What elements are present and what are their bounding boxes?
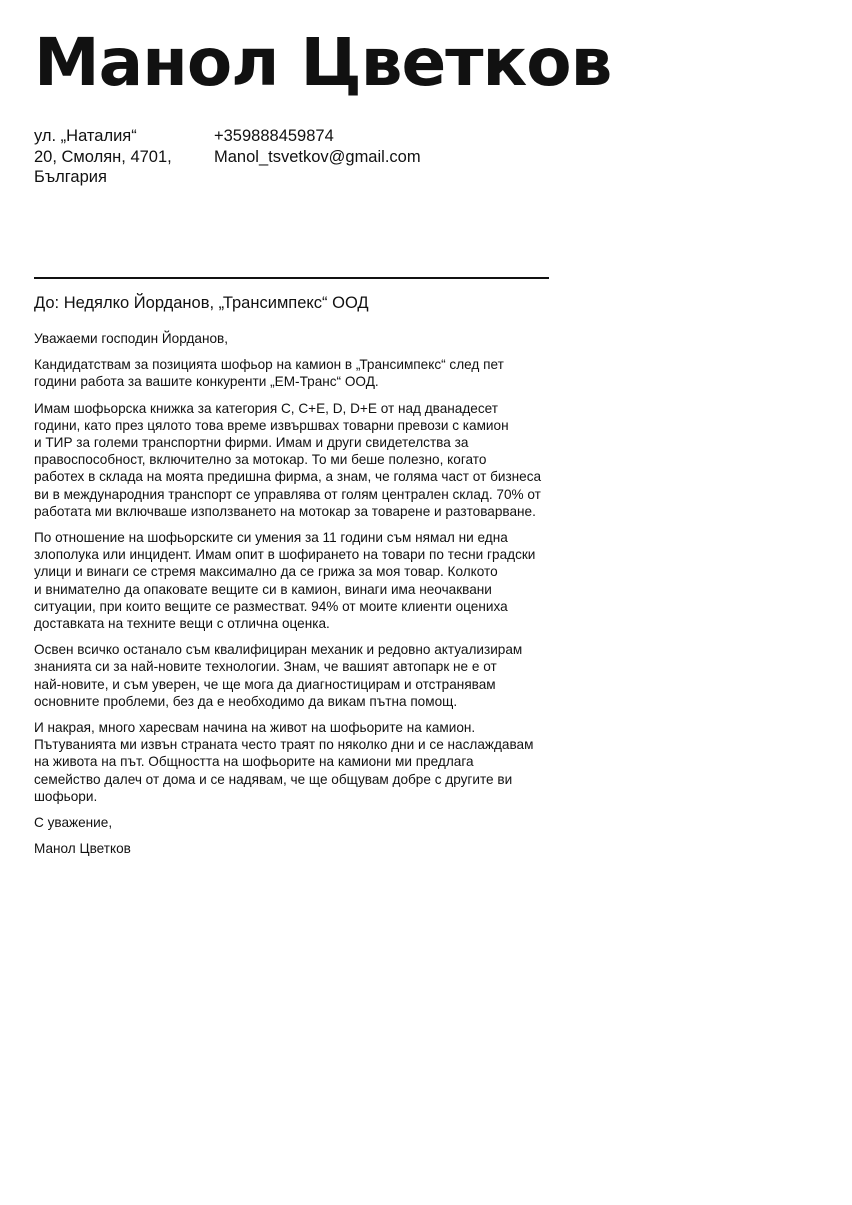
address-line-city: 20, Смолян, 4701, bbox=[34, 147, 172, 166]
signature: Манол Цветков bbox=[34, 841, 131, 857]
text-line: шофьори. bbox=[34, 788, 98, 804]
text-line: Пътуванията ми извън страната често траят по няколко дни и се наслаждавам bbox=[34, 737, 534, 753]
phone-number: +359888459874 bbox=[214, 127, 334, 145]
text-line: работех в склада на моята предишна фирма, а знам, че голяма част от бизнеса bbox=[34, 469, 542, 485]
text-line: години работа за вашите конкуренти „ЕМ-Транс“ ООД. bbox=[34, 374, 379, 390]
text-line: работата ми включваше използването на мотокар за товарене и разтоварване. bbox=[34, 503, 536, 519]
text-line: най-новите, и съм уверен, че ще мога да диагностицирам и отстранявам bbox=[34, 676, 496, 692]
recipient-line: До: Недялко Йорданов, „Трансимпекс“ ООД bbox=[34, 294, 369, 312]
email-address: Manol_tsvetkov@gmail.com bbox=[214, 147, 421, 166]
closing: С уважение, bbox=[34, 815, 113, 831]
text-line: улици и винаги се стремя максимално да се грижа за моя товар. Колкото bbox=[34, 564, 498, 580]
paragraph-driving-skills bbox=[34, 529, 554, 632]
text-line: Освен всичко останало съм квалифициран механик и редовно актуализирам bbox=[34, 642, 523, 658]
text-line: злополука или инцидент. Имам опит в шофирането на товари по тесни градски bbox=[34, 547, 536, 563]
text-line: По отношение на шофьорските си умения за 11 години съм нямал ни една bbox=[34, 530, 508, 546]
address-line-country: България bbox=[34, 168, 107, 186]
text-line: и внимателно да опаковате вещите си в камион, винаги има неочаквани bbox=[34, 581, 492, 597]
paragraph-lifestyle bbox=[34, 719, 554, 805]
text-line: знанията си за най-новите технологии. Знам, че вашият автопарк не е от bbox=[34, 659, 497, 675]
address-block bbox=[34, 126, 204, 188]
text-line: И накрая, много харесвам начина на живот на шофьорите на камион. bbox=[34, 720, 476, 736]
text-line: Кандидатствам за позицията шофьор на камион в „Трансимпекс“ след пет bbox=[34, 357, 504, 373]
salutation: Уважаеми господин Йорданов, bbox=[34, 331, 229, 346]
header-divider bbox=[34, 277, 549, 279]
text-line: ситуации, при които вещите се разместват. 94% от моите клиенти оцениха bbox=[34, 598, 508, 614]
contact-block bbox=[214, 126, 421, 167]
text-line: правоспособност, включително за мотокар. То ми беше полезно, когато bbox=[34, 452, 487, 468]
paragraph-mechanic bbox=[34, 641, 554, 710]
text-line: и ТИР за големи транспортни фирми. Имам и други свидетелства за bbox=[34, 435, 469, 451]
applicant-name: Манол Цветков bbox=[34, 24, 612, 101]
paragraph-intro bbox=[34, 356, 554, 390]
text-line: основните проблеми, без да е необходимо да викам пътна помощ. bbox=[34, 693, 458, 709]
text-line: на живота на път. Общността на шофьорите на камиони ми предлага bbox=[34, 754, 474, 770]
text-line: семейство далеч от дома и се надявам, че ще общувам добре с другите ви bbox=[34, 771, 513, 787]
address-line-street: ул. „Наталия“ bbox=[34, 127, 137, 145]
text-line: години, като през цялото това време извършвах товарни превози с камион bbox=[34, 417, 509, 433]
text-line: доставката на техните вещи с отлична оценка. bbox=[34, 616, 330, 632]
text-line: Имам шофьорска книжка за категория C, C+E, D, D+E от над дванадесет bbox=[34, 400, 498, 416]
paragraph-qualifications bbox=[34, 400, 554, 520]
text-line: ви в международния транспорт се управлява от голям централен склад. 70% от bbox=[34, 486, 541, 502]
letter-body bbox=[34, 330, 554, 866]
